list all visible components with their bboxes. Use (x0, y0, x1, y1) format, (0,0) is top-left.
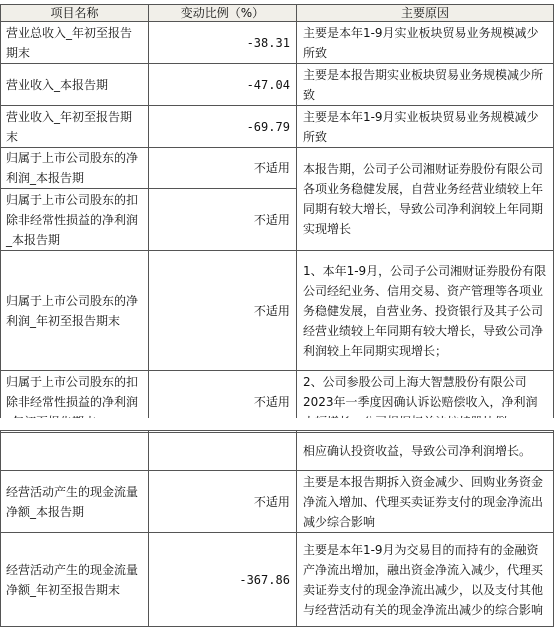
reason-cell-merged-part2: 2、公司参股公司上海大智慧股份有限公司2023年一季度因确认诉讼赔偿收入，净利润 (296, 371, 553, 433)
ratio-cell: 不适用 (148, 471, 296, 533)
reason-cell: 相应确认投资收益，导致公司净利润增长。 (296, 431, 553, 471)
reason-cell: 主要是本年1-9月实业板块贸易业务规模减少所致 (296, 22, 553, 64)
item-cell: 营业总收入_年初至报告期末 (1, 22, 149, 64)
item-cell: 归属于上市公司股东的扣除非经常性损益的净利润_本报告期 (1, 189, 149, 251)
ratio-cell: -367.86 (148, 533, 296, 627)
ratio-cell: 不适用 (148, 371, 296, 433)
reason-cell: 主要是本报告期实业板块贸易业务规模减少所致 (296, 64, 553, 106)
ratio-cell: -38.31 (148, 22, 296, 64)
item-cell (1, 431, 149, 471)
change-table-bottom (0, 430, 554, 627)
page-break-gap (0, 418, 554, 430)
item-cell: 归属于上市公司股东的净利润_年初至报告期末 (1, 251, 149, 371)
table-row (1, 22, 554, 64)
table-row (1, 533, 554, 627)
item-cell: 经营活动产生的现金流量净额_年初至报告期末 (1, 533, 149, 627)
table-row (1, 471, 554, 533)
item-cell: 营业收入_年初至报告期末 (1, 106, 149, 148)
header-ratio: 变动比例（%） (148, 5, 296, 22)
item-cell: 营业收入_本报告期 (1, 64, 149, 106)
table-row (1, 431, 554, 471)
item-cell: 归属于上市公司股东的扣除非经常性损益的净利润 (1, 371, 149, 433)
reason-cell-merged-part1: 1、本年1-9月，公司子公司湘财证券股份有限公司经纪业务、信用交易、资产管理等各项业务稳健发展，自营业务、投资银行及其子公司经营业绩较上年同期有较大增长，导致公司净利润较上年同期实现增长； (296, 251, 553, 371)
ratio-cell: -69.79 (148, 106, 296, 148)
header-reason: 主要原因 (296, 5, 553, 22)
table-row (1, 148, 554, 189)
ratio-cell: 不适用 (148, 189, 296, 251)
table-row (1, 106, 554, 148)
header-item: 项目名称 (1, 5, 149, 22)
reason-cell-merged: 本报告期，公司子公司湘财证券股份有限公司各项业务稳健发展，自营业务经营业绩较上年同期有较大增长，导致公司净利润较上年同期实现增长 (296, 148, 553, 251)
table-row (1, 64, 554, 106)
change-table-top (0, 4, 554, 433)
item-cell: 归属于上市公司股东的净利润_本报告期 (1, 148, 149, 189)
reason-cell: 主要是本报告期拆入资金减少、回购业务资金净流入增加、代理买卖证券支付的现金净流出减少综合影响 (296, 471, 553, 533)
reason-cell: 主要是本年1-9月实业板块贸易业务规模减少所致 (296, 106, 553, 148)
table-header-row (1, 5, 554, 22)
table-row (1, 251, 554, 371)
ratio-cell: 不适用 (148, 148, 296, 189)
item-cell: 经营活动产生的现金流量净额_本报告期 (1, 471, 149, 533)
ratio-cell: 不适用 (148, 251, 296, 371)
ratio-cell: -47.04 (148, 64, 296, 106)
ratio-cell (148, 431, 296, 471)
reason-cell: 主要是本年1-9月为交易目的而持有的金融资产净流出增加，融出资金净流入减少，代理买卖证券支付的现金净流出减少，以及支付其他与经营活动有关的现金净流出减少的综合影响 (296, 533, 553, 627)
